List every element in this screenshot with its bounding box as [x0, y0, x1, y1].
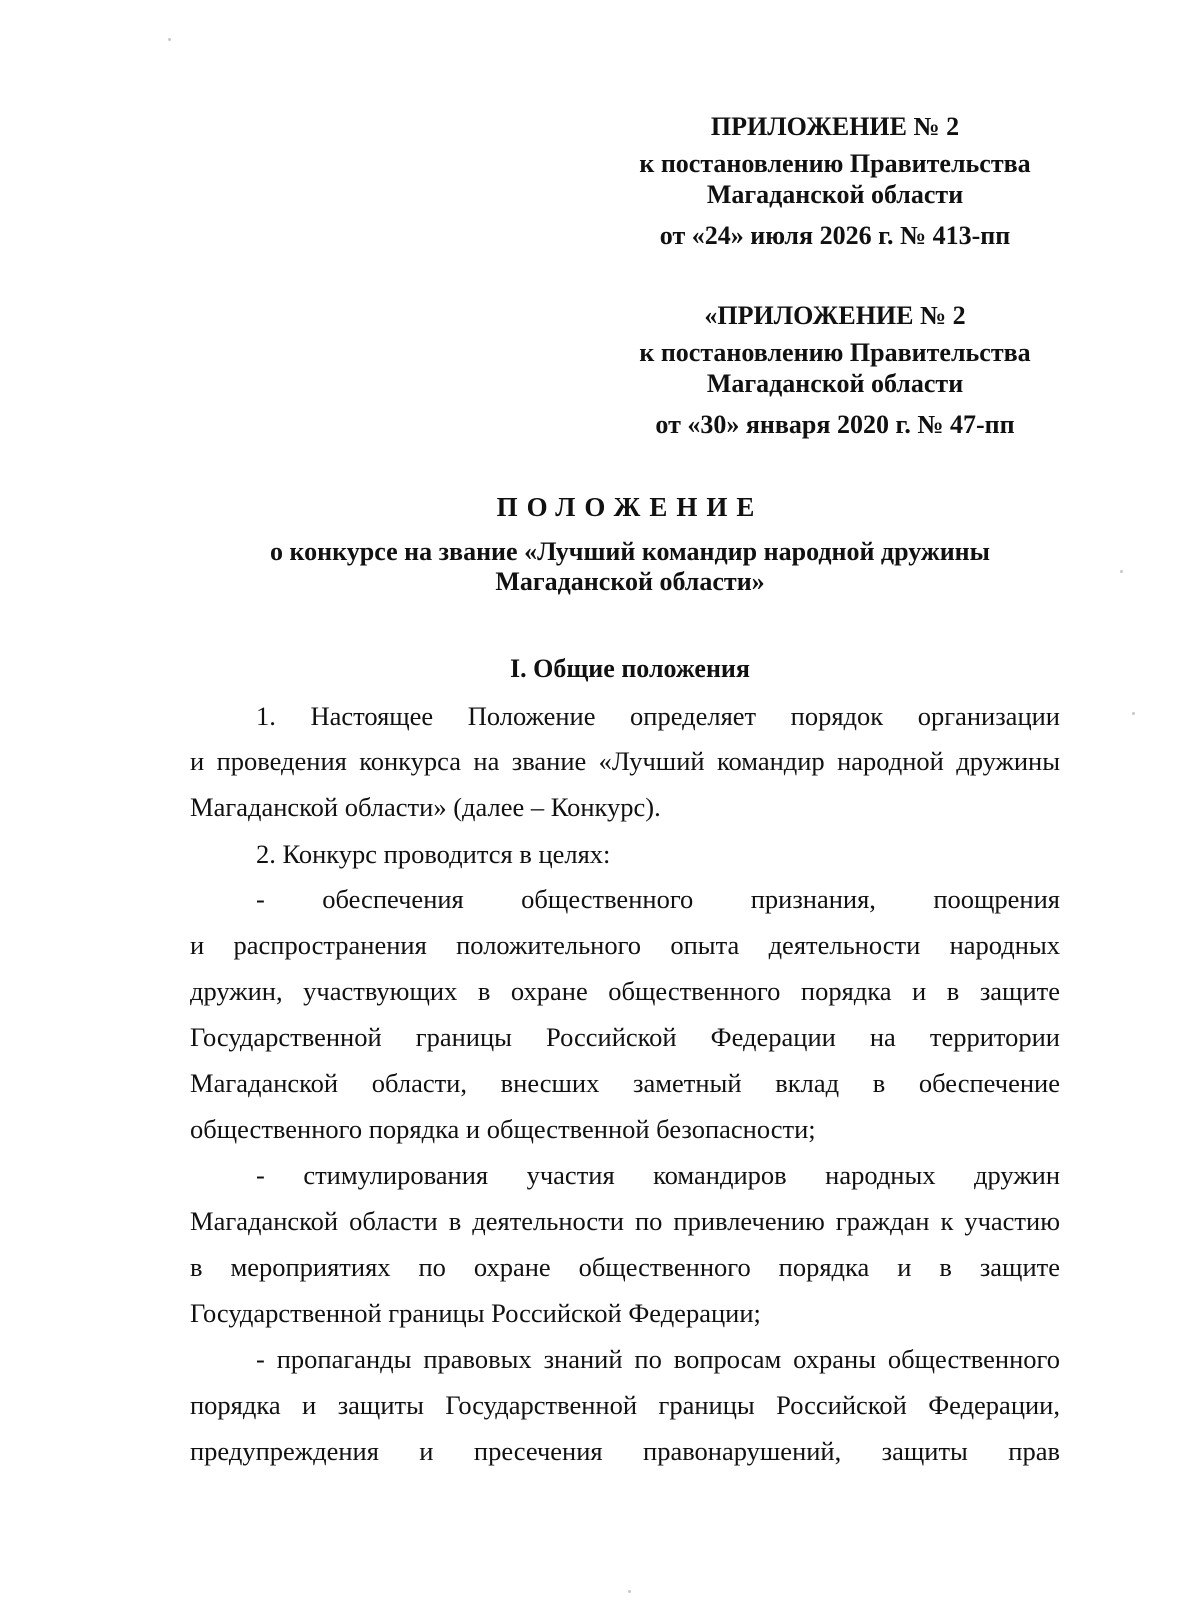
body-line: Магаданской области, внесших заметный вклад в обеспечение	[190, 1068, 1060, 1098]
appendix-title: «ПРИЛОЖЕНИЕ № 2	[704, 301, 966, 330]
body-line: Государственной границы Российской Федерации;	[190, 1298, 761, 1328]
appendix-header-original	[600, 300, 1070, 440]
scan-speck	[1132, 712, 1135, 715]
body-line: общественного порядка и общественной безопасности;	[190, 1114, 816, 1144]
body-line: в мероприятиях по охране общественного порядка и в защите	[190, 1252, 1060, 1282]
appendix-date: от «30» января 2020 г. № 47-пп	[655, 410, 1015, 439]
appendix-line-1: к постановлению Правительства	[639, 338, 1031, 367]
body-line: и распространения положительного опыта деятельности народных	[190, 930, 1060, 960]
document-subtitle	[0, 537, 1200, 597]
body-line: Магаданской области в деятельности по привлечению граждан к участию	[190, 1206, 1060, 1236]
section-heading: I. Общие положения	[510, 654, 750, 683]
appendix-date: от «24» июля 2026 г. № 413-пп	[659, 221, 1011, 250]
subtitle-line-2: Магаданской области»	[495, 567, 765, 596]
body-line: - стимулирования участия командиров народных дружин	[256, 1160, 1060, 1190]
body-line: и проведения конкурса на звание «Лучший командир народной дружины	[190, 746, 1060, 776]
body-line: 2. Конкурс проводится в целях:	[256, 839, 611, 869]
appendix-title: ПРИЛОЖЕНИЕ № 2	[710, 112, 960, 141]
body-line: порядка и защиты Государственной границы Российской Федерации,	[190, 1390, 1060, 1420]
body-line: - пропаганды правовых знаний по вопросам охраны общественного	[256, 1344, 1060, 1374]
scan-speck	[1120, 570, 1123, 573]
subtitle-line-1: о конкурсе на звание «Лучший командир народной дружины	[270, 537, 990, 566]
appendix-line-2: Магаданской области	[706, 369, 964, 398]
body-line: 1. Настоящее Положение определяет порядок организации	[256, 701, 1060, 731]
document-title: ПОЛОЖЕНИЕ	[496, 492, 764, 522]
body-line: дружин, участвующих в охране общественного порядка и в защите	[190, 976, 1060, 1006]
appendix-line-1: к постановлению Правительства	[639, 149, 1031, 178]
scan-speck	[168, 38, 171, 41]
body-line: Государственной границы Российской Федерации на территории	[190, 1022, 1060, 1052]
body-line: - обеспечения общественного признания, поощрения	[256, 884, 1060, 914]
appendix-line-2: Магаданской области	[706, 180, 964, 209]
body-line: предупреждения и пресечения правонарушений, защиты прав	[190, 1436, 1060, 1466]
body-line: Магаданской области» (далее – Конкурс).	[190, 792, 661, 822]
appendix-header-current	[600, 111, 1070, 251]
scan-speck	[628, 1590, 631, 1593]
